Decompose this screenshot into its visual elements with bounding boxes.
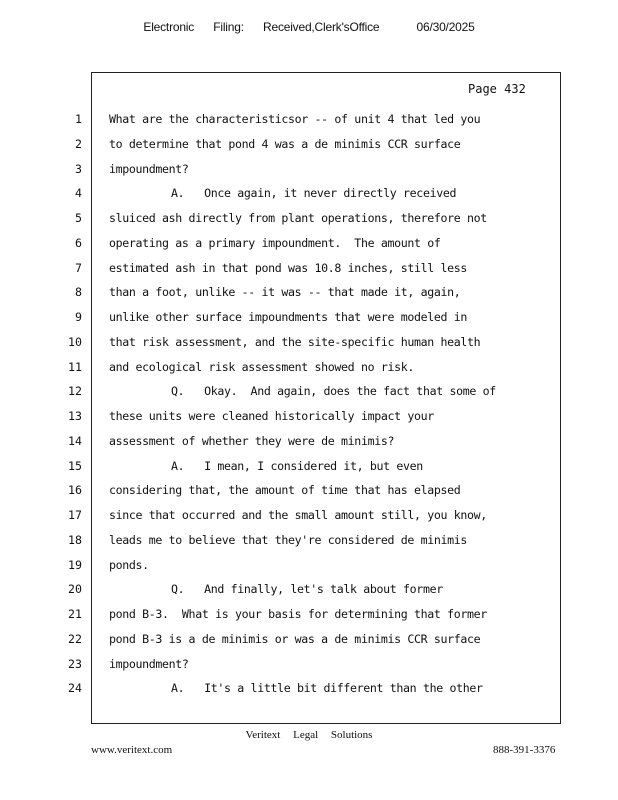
transcript-line [0,107,618,132]
transcript-line [0,627,618,652]
line-number: 14 [68,433,82,448]
filing-header [0,20,618,34]
footer-company-2: Legal [293,729,319,741]
line-text: considering that, the amount of time that has elapsed [109,483,461,498]
transcript-line [0,355,618,380]
line-text: since that occurred and the small amount still, you know, [109,508,487,522]
line-text: Q. And finally, let's talk about former [171,582,443,597]
line-number: 12 [68,384,82,399]
line-text: pond B-3 is a de minimis or was a de minimis CCR surface [109,631,481,646]
filing-header-type: Filing: [213,20,244,34]
line-number: 9 [75,310,82,324]
transcript-line [0,231,618,256]
transcript-line [0,404,618,429]
line-text: impoundment? [109,656,189,671]
line-text: to determine that pond 4 was a de minimis CCR surface [109,136,461,151]
filing-header-label: Electronic [143,20,195,34]
line-number: 17 [68,508,82,522]
footer-company [0,729,618,741]
line-text: pond B-3. What is your basis for determining that former [109,607,487,621]
transcript-line [0,379,618,404]
footer-company-3: Solutions [330,729,373,741]
transcript-line [0,280,618,305]
line-number: 16 [68,483,82,498]
line-number: 21 [68,607,82,621]
line-number: 24 [68,681,82,696]
transcript-line [0,503,618,528]
line-number: 6 [75,235,82,250]
line-text: operating as a primary impoundment. The amount of [109,235,441,250]
line-number: 1 [75,112,82,126]
line-number: 15 [68,458,82,473]
transcript-line [0,132,618,157]
line-text: impoundment? [109,161,189,176]
filing-header-status: Received,Clerk'sOffice [263,20,380,34]
page-number: Page 432 [468,82,526,96]
line-text: unlike other surface impoundments that were modeled in [109,310,468,324]
transcript-line [0,553,618,578]
line-number: 18 [68,532,82,547]
footer-website: www.veritext.com [91,744,173,756]
transcript-line [0,528,618,553]
transcript-lines [0,107,618,701]
transcript-line [0,577,618,602]
line-number: 20 [68,582,82,597]
line-number: 4 [75,186,82,201]
line-text: these units were cleaned historically impact your [109,409,434,423]
transcript-line [0,330,618,355]
line-number: 23 [68,656,82,671]
line-text: estimated ash in that pond was 10.8 inches, still less [109,260,468,275]
line-text: that risk assessment, and the site-specific human health [109,334,481,349]
transcript-line [0,652,618,677]
line-number: 22 [68,631,82,646]
line-number: 19 [68,557,82,572]
line-number: 11 [68,359,82,374]
line-text: A. Once again, it never directly received [171,186,457,201]
line-text: A. I mean, I considered it, but even [171,458,423,473]
transcript-line [0,676,618,701]
line-number: 5 [75,211,82,225]
line-number: 13 [68,409,82,423]
line-text: ponds. [109,557,149,572]
transcript-line [0,157,618,182]
line-text: A. It's a little bit different than the other [171,681,483,696]
filing-header-date: 06/30/2025 [416,20,475,34]
line-number: 3 [75,161,82,176]
line-number: 8 [75,285,82,300]
transcript-line [0,454,618,479]
transcript-line [0,602,618,627]
transcript-line [0,478,618,503]
line-number: 10 [68,334,82,349]
line-text: and ecological risk assessment showed no risk. [109,359,414,374]
line-text: What are the characteristicsor -- of unit 4 that led you [109,112,481,126]
transcript-line [0,305,618,330]
footer-company-1: Veritext [245,729,281,741]
line-text: leads me to believe that they're considered de minimis [109,532,468,547]
line-text: Q. Okay. And again, does the fact that some of [171,384,496,399]
line-number: 7 [75,260,82,275]
line-number: 2 [75,136,82,151]
footer-phone: 888-391-3376 [493,744,556,756]
line-text: than a foot, unlike -- it was -- that made it, again, [109,285,461,300]
line-text: assessment of whether they were de minimis? [109,433,395,448]
line-text: sluiced ash directly from plant operations, therefore not [109,211,487,225]
transcript-line [0,181,618,206]
transcript-line [0,256,618,281]
transcript-line [0,429,618,454]
transcript-line [0,206,618,231]
